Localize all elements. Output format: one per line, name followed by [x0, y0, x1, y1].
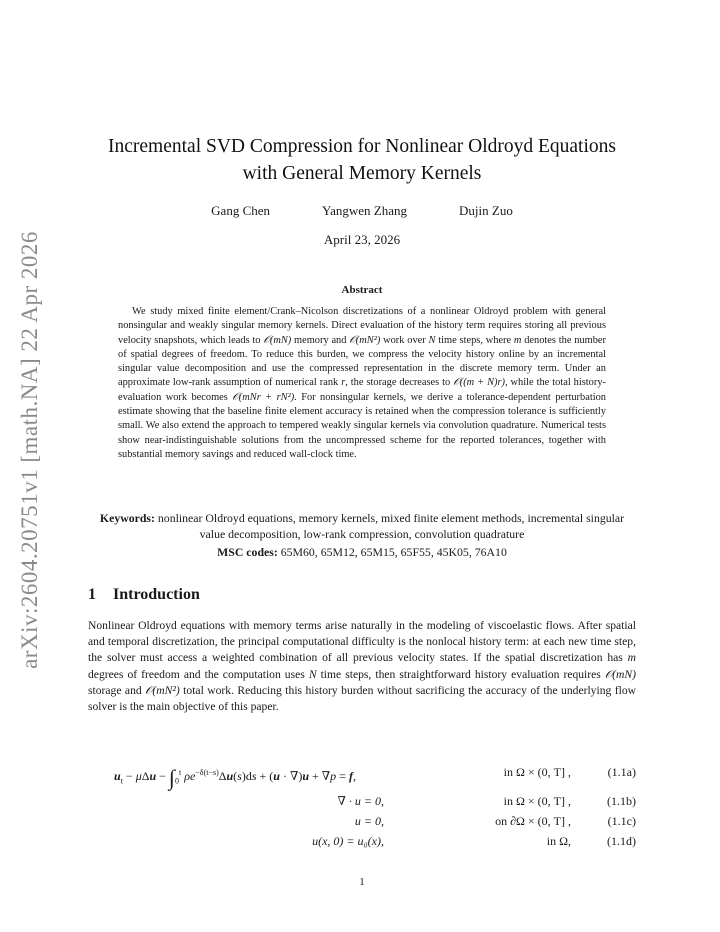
keywords-label: Keywords: — [99, 511, 155, 525]
equation-lhs: ∇ · u = 0, — [337, 794, 384, 808]
author-name: Gang Chen — [211, 203, 271, 218]
msc-text: 65M60, 65M12, 65M15, 65F55, 45K05, 76A10 — [280, 545, 507, 559]
equation-lhs: u(x, 0) = u₀(x), — [312, 834, 384, 848]
equation-1-1c — [88, 814, 636, 836]
author-name: Yangwen Zhang — [322, 203, 408, 218]
keywords — [88, 510, 636, 542]
intro-paragraph: Nonlinear Oldroyd equations with memory terms arise naturally in the modeling of viscoelastic flows. After spatial and temporal discretization, the principal computational difficulty is the nonlocal history term: at each new time step, the solver must access a weighted combination of all previous velocity states. If the spatial discretization has m degrees of freedom and the computation uses N time steps, then straightforward history evaluation requires 𝒪(mN) storage and 𝒪(mN²) total work. Reducing this history burden without sacrificing the accuracy of the underlying flow solver is the main objective of this paper. — [88, 619, 636, 714]
section-number: 1 — [88, 586, 96, 603]
equation-domain: in Ω × (0, T] , — [503, 794, 571, 808]
equation-domain: in Ω × (0, T] , — [503, 765, 571, 779]
arxiv-identifier: arXiv:2604.20751v1 [math.NA] 22 Apr 2026 — [17, 231, 42, 669]
equation-domain: in Ω, — [546, 834, 571, 848]
author-name: Dujin Zuo — [459, 203, 513, 218]
paper-title: Incremental SVD Compression for Nonlinear Oldroyd Equations with General Memory Kernels — [108, 136, 616, 184]
equation-momentum: $u_t - \mu\Delta u - \int_0^t$ $\rho e^{-\delta(t-s)}\Delta u(s)ds + (u \cdot \nabla)u + \nabla p = f$, — [114, 765, 356, 790]
equation-domain: on ∂Ω × (0, T] , — [495, 814, 571, 828]
arxiv-side-stamp — [0, 0, 60, 932]
equation-tag: (1.1a) — [607, 765, 636, 779]
page-number: 1 — [359, 876, 365, 888]
msc-label: MSC codes: — [217, 545, 278, 559]
abstract-heading: Abstract — [341, 284, 383, 296]
equation-1-1d — [88, 834, 636, 856]
keywords-text: nonlinear Oldroyd equations, memory kernels, mixed finite element methods, incremental singular value decomposition, low-rank compression, convolution quadrature — [157, 511, 625, 541]
equation-1-1b — [88, 794, 636, 816]
equation-tag: (1.1d) — [607, 834, 636, 848]
equation-1-1a — [88, 765, 636, 790]
section-heading — [88, 586, 636, 604]
equation-lhs: u = 0, — [354, 814, 384, 828]
msc-codes — [88, 545, 636, 560]
paper-date: April 23, 2026 — [323, 232, 401, 247]
abstract-body: We study mixed finite element/Crank–Nicolson discretizations of a nonlinear Oldroyd problem with general nonsingular and weakly singular memory kernels. Direct evaluation of the history term requires storing all previous velocity snapshots, which leads to 𝒪(mN) memory and 𝒪(mN²) work over N time steps, where m denotes the number of spatial degrees of freedom. To reduce this burden, we compress the velocity history online by an incremental singular value decomposition and use the compressed representation in the discrete memory term. Under an approximate low-rank assumption of numerical rank r, the storage decreases to 𝒪((m + N)r), while the total history-evaluation work becomes 𝒪(mNr + rN²). For nonsingular kernels, we derive a tolerance-dependent perturbation estimate showing that the baseline finite element accuracy is retained when the compression tolerance is sufficiently small. We also extend the approach to tempered weakly singular kernels via convolution quadrature. Numerical tests show near-indistinguishable solutions from the uncompressed scheme for the reported tolerances, together with substantial memory savings and reduced wall-clock time. — [118, 306, 606, 460]
author-list — [88, 203, 636, 219]
equation-tag: (1.1c) — [607, 814, 636, 828]
equation-tag: (1.1b) — [607, 794, 636, 808]
section-title: Introduction — [113, 586, 200, 603]
